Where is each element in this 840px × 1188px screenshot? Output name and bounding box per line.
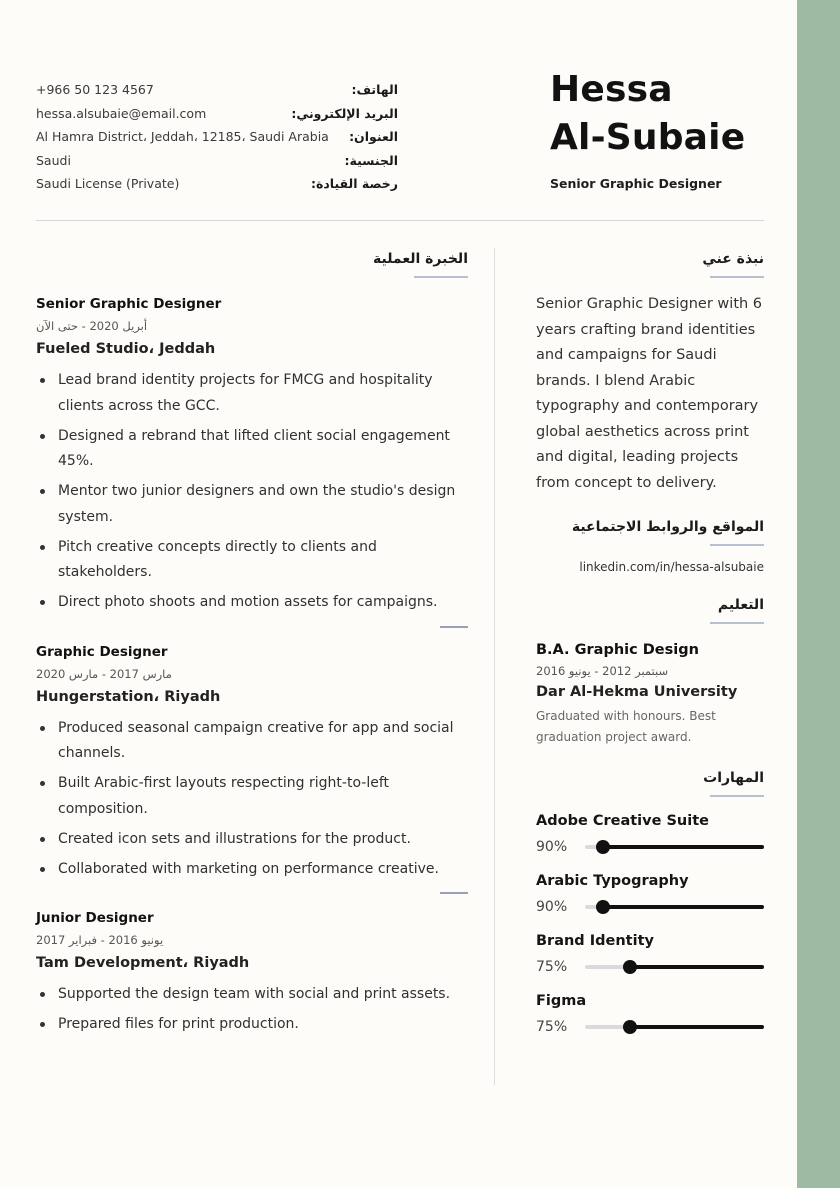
- job-bullet: Supported the design team with social and print assets.: [36, 982, 468, 1008]
- skill-item: [536, 871, 764, 917]
- nationality-label: الجنسية:: [344, 152, 398, 168]
- contact-license: [36, 172, 398, 196]
- job-dates: يونيو 2016 - فبراير 2017: [36, 933, 164, 947]
- experience-heading: الخبرة العملية: [373, 251, 468, 267]
- skill-bar-fill: [630, 1025, 764, 1029]
- education-note: Graduated with honours. Best graduation project award.: [536, 709, 716, 744]
- skill-bar-knob: [623, 960, 637, 974]
- column-divider: [494, 248, 495, 1085]
- job-role: Junior Designer: [36, 910, 154, 926]
- skill-bar-track: [585, 965, 764, 969]
- job-bullets: [36, 368, 468, 616]
- job-bullet: Designed a rebrand that lifted client social engagement 45%.: [36, 424, 468, 475]
- email-value: hessa.alsubaie@email.com: [36, 105, 207, 121]
- skills-heading: المهارات: [703, 770, 764, 786]
- headline-title: Senior Graphic Designer: [550, 176, 722, 191]
- section-underline: [414, 276, 468, 278]
- skill-item: [536, 991, 764, 1037]
- job-separator: [440, 892, 468, 894]
- job-company: Tam Development، Riyadh: [36, 955, 250, 971]
- skill-row: [536, 837, 764, 857]
- skill-bar-fill: [603, 845, 764, 849]
- contact-list: [36, 78, 398, 196]
- links-heading: المواقع والروابط الاجتماعية: [571, 519, 764, 535]
- education-heading: التعليم: [717, 597, 764, 613]
- section-underline: [710, 795, 764, 797]
- skill-percent: 90%: [536, 839, 568, 855]
- skill-item: [536, 931, 764, 977]
- header-divider: [36, 220, 764, 221]
- skill-bar-knob: [596, 840, 610, 854]
- last-name: Al-Subaie: [550, 117, 746, 158]
- skill-name: Brand Identity: [536, 933, 654, 949]
- skill-percent: 90%: [536, 899, 568, 915]
- skill-row: [536, 957, 764, 977]
- job-bullet: Pitch creative concepts directly to clients and stakeholders.: [36, 535, 468, 586]
- job-bullet: Produced seasonal campaign creative for app and social channels.: [36, 716, 468, 767]
- contact-email: [36, 102, 398, 126]
- education-dates: سبتمبر 2012 - يونيو 2016: [536, 664, 669, 678]
- skill-bar-track: [585, 905, 764, 909]
- job-bullets: [36, 716, 468, 883]
- skill-bar-fill: [630, 965, 764, 969]
- job-bullet: Built Arabic-first layouts respecting right-to-left composition.: [36, 771, 468, 822]
- skill-bar-knob: [623, 1020, 637, 1034]
- job-bullet: Lead brand identity projects for FMCG and hospitality clients across the GCC.: [36, 368, 468, 419]
- education-school: Dar Al-Hekma University: [536, 684, 738, 700]
- email-label: البريد الإلكتروني:: [291, 105, 398, 121]
- decorative-side-band: [797, 0, 840, 1188]
- job-role: Graphic Designer: [36, 643, 168, 660]
- job-bullet: Mentor two junior designers and own the studio's design system.: [36, 479, 468, 530]
- linkedin-link[interactable]: linkedin.com/in/hessa-alsubaie: [579, 560, 764, 574]
- address-label: العنوان:: [349, 129, 398, 145]
- nationality-value: Saudi: [36, 152, 71, 168]
- job-company: Hungerstation، Riyadh: [36, 688, 221, 705]
- skill-bar-fill: [603, 905, 764, 909]
- phone-value: +966 50 123 4567: [36, 82, 154, 98]
- skill-row: [536, 1017, 764, 1037]
- job-company: Fueled Studio، Jeddah: [36, 341, 216, 357]
- skill-bar-track: [585, 1025, 764, 1029]
- skill-percent: 75%: [536, 1019, 568, 1035]
- skill-percent: 75%: [536, 959, 568, 975]
- job-role: Senior Graphic Designer: [36, 296, 222, 312]
- job-dates: مارس 2017 - مارس 2020: [36, 666, 172, 681]
- skill-name: Arabic Typography: [536, 873, 689, 889]
- address-value: Al Hamra District، Jeddah، 12185، Saudi Arabia: [36, 129, 329, 145]
- license-label: رخصة القيادة:: [310, 176, 398, 192]
- skill-name: Figma: [536, 993, 587, 1009]
- experience-column: [36, 248, 468, 1042]
- sidebar-column: [536, 248, 764, 1037]
- education-degree: B.A. Graphic Design: [536, 642, 699, 658]
- skill-item: [536, 811, 764, 857]
- skill-bar-knob: [596, 900, 610, 914]
- phone-label: الهاتف:: [351, 82, 398, 98]
- education-entry: [536, 640, 764, 747]
- first-name: Hessa: [550, 69, 673, 110]
- skill-bar-track: [585, 845, 764, 849]
- resume-header: [36, 66, 764, 206]
- skill-row: [536, 897, 764, 917]
- job-entry: [36, 294, 468, 628]
- job-bullet: Collaborated with marketing on performance creative.: [36, 857, 468, 883]
- job-bullet: Created icon sets and illustrations for the product.: [36, 827, 468, 853]
- contact-address: [36, 125, 398, 149]
- job-bullets: [36, 982, 468, 1038]
- skill-name: Adobe Creative Suite: [536, 813, 709, 829]
- name-block: [550, 66, 780, 191]
- license-value: Saudi License (Private): [36, 176, 180, 192]
- section-underline: [710, 276, 764, 278]
- contact-phone: [36, 78, 398, 102]
- contact-nationality: [36, 149, 398, 173]
- job-bullet: Prepared files for print production.: [36, 1012, 468, 1038]
- profile-summary: Senior Graphic Designer with 6 years crafting brand identities and campaigns for Saudi brands. I blend Arabic typography and contemporary global aesthetics across print and digital, leading projects from concept to delivery.: [536, 296, 763, 491]
- job-bullet: Direct photo shoots and motion assets for campaigns.: [36, 590, 468, 616]
- job-separator: [440, 626, 468, 628]
- profile-heading: نبذة عني: [702, 251, 764, 267]
- job-entry: [36, 642, 468, 895]
- job-dates: أبريل 2020 - حتى الآن: [36, 319, 148, 333]
- section-underline: [710, 622, 764, 624]
- job-entry: [36, 908, 468, 1038]
- section-underline: [710, 544, 764, 546]
